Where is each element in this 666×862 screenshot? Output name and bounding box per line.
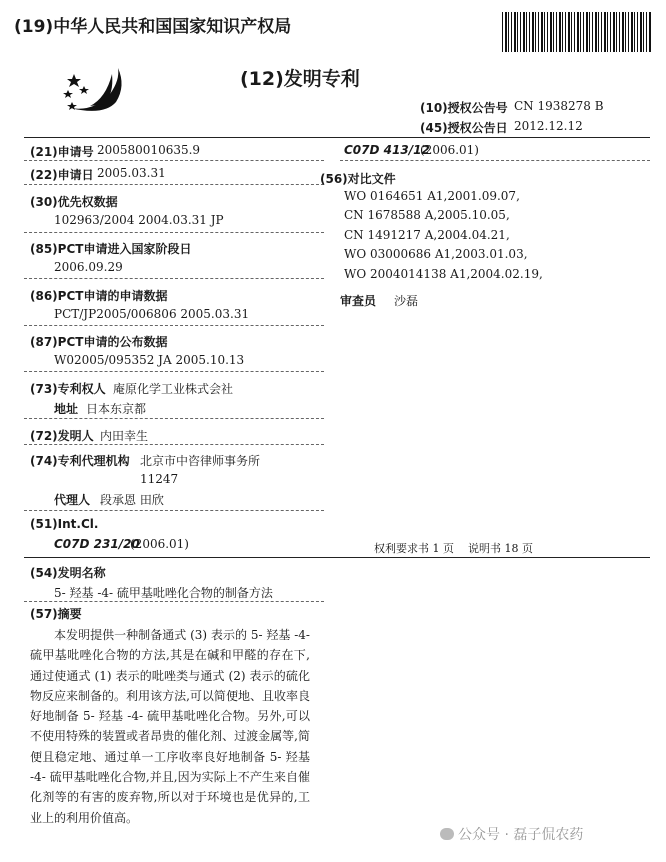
description-page-count: 说明书 18 页 xyxy=(468,542,533,555)
intcl-date-2: (2006.01) xyxy=(420,143,479,157)
barcode xyxy=(502,12,652,52)
watermark-text: 公众号 · 磊子侃农药 xyxy=(458,827,584,843)
document-kind: (12)发明专利 xyxy=(240,68,360,90)
rule xyxy=(24,601,324,602)
rule xyxy=(24,325,324,326)
pct-application-label: (86)PCT申请的申请数据 xyxy=(30,289,168,303)
application-date: 2005.03.31 xyxy=(97,166,166,180)
rule xyxy=(24,184,324,185)
header-rule xyxy=(24,137,650,138)
grant-number: CN 1938278 B xyxy=(514,99,604,113)
side-document-code xyxy=(0,718,1,800)
invention-title: 5- 羟基 -4- 硫甲基吡唑化合物的制备方法 xyxy=(54,586,273,600)
address: 日本东京都 xyxy=(86,402,147,416)
abstract-body: 本发明提供一种制备通式 (3) 表示的 5- 羟基 -4- 硫甲基吡唑化合物的方法,其是在碱和甲醛的存在下,通过使通式 (1) 表示的吡唑类与通式 (2) 表示的硫化物反应来制备的。利用该方法,可以简便地、且收率良好地制备 5- 羟基 -4- 硫甲基吡唑化合物。另外,可以不使用特殊的装置或者昂贵的催化剂、过渡金属等,简便且稳定地、通过单一工序收率良好地制备 5- 羟基 -4- 硫甲基吡唑化合物,并且,因为实际上不产生来自催化剂等的有害的废弃物,所以对于环境也是优异的,工业上的利用价值高。 xyxy=(30,628,310,825)
application-number-label: (21)申请号 xyxy=(30,145,94,159)
rule xyxy=(24,418,324,419)
agency-label: (74)专利代理机构 xyxy=(30,454,130,468)
pct-application-data: PCT/JP2005/006806 2005.03.31 xyxy=(54,307,250,321)
pct-entry-label: (85)PCT申请进入国家阶段日 xyxy=(30,242,192,256)
agent: 段承恩 田欣 xyxy=(100,493,164,507)
watermark xyxy=(440,824,583,844)
application-number: 200580010635.9 xyxy=(97,143,201,157)
grant-number-label: (10)授权公告号 xyxy=(420,101,508,115)
rule xyxy=(24,510,324,511)
reference-item: CN 1678588 A,2005.10.05, xyxy=(344,208,510,222)
office-name: (19)中华人民共和国国家知识产权局 xyxy=(14,17,292,37)
abstract-label: (57)摘要 xyxy=(30,607,82,621)
reference-item: WO 0164651 A1,2001.09.07, xyxy=(344,189,520,203)
intcl-date-1: (2006.01) xyxy=(130,537,189,551)
reference-item: CN 1491217 A,2004.04.21, xyxy=(344,228,510,242)
examiner-label: 审查员 xyxy=(340,294,377,308)
intcl-code-2: C07D 413/12 xyxy=(344,143,430,157)
patentee: 庵原化学工业株式会社 xyxy=(113,382,234,396)
rule xyxy=(340,160,650,161)
claims-page-count: 权利要求书 1 页 xyxy=(374,542,454,555)
section-rule xyxy=(24,557,650,558)
agency-code: 11247 xyxy=(140,472,179,486)
inventor: 内田幸生 xyxy=(100,429,149,443)
agency: 北京市中咨律师事务所 xyxy=(140,454,261,468)
invention-title-label: (54)发明名称 xyxy=(30,566,106,580)
agent-label: 代理人 xyxy=(54,493,91,507)
inventor-label: (72)发明人 xyxy=(30,429,94,443)
references-label: (56)对比文件 xyxy=(320,172,396,186)
rule xyxy=(24,232,324,233)
examiner: 沙磊 xyxy=(394,294,419,308)
pct-publication-data: W02005/095352 JA 2005.10.13 xyxy=(54,353,245,367)
rule xyxy=(24,444,324,445)
application-date-label: (22)申请日 xyxy=(30,168,94,182)
priority-label: (30)优先权数据 xyxy=(30,195,118,209)
cnipa-logo xyxy=(60,64,132,116)
pct-publication-label: (87)PCT申请的公布数据 xyxy=(30,335,168,349)
reference-item: WO 03000686 A1,2003.01.03, xyxy=(344,247,528,261)
intcl-code-1: C07D 231/20 xyxy=(54,537,140,551)
priority-data: 102963/2004 2004.03.31 JP xyxy=(54,213,224,227)
wechat-icon xyxy=(440,828,454,840)
address-label: 地址 xyxy=(54,402,79,416)
grant-date-label: (45)授权公告日 xyxy=(420,121,508,135)
abstract-text xyxy=(30,625,310,828)
reference-item: WO 2004014138 A1,2004.02.19, xyxy=(344,267,543,281)
grant-date: 2012.12.12 xyxy=(514,119,583,133)
rule xyxy=(24,160,324,161)
rule xyxy=(24,278,324,279)
intcl-label: (51)Int.Cl. xyxy=(30,517,99,531)
rule xyxy=(24,371,324,372)
pct-entry-date: 2006.09.29 xyxy=(54,260,123,274)
patentee-label: (73)专利权人 xyxy=(30,382,106,396)
